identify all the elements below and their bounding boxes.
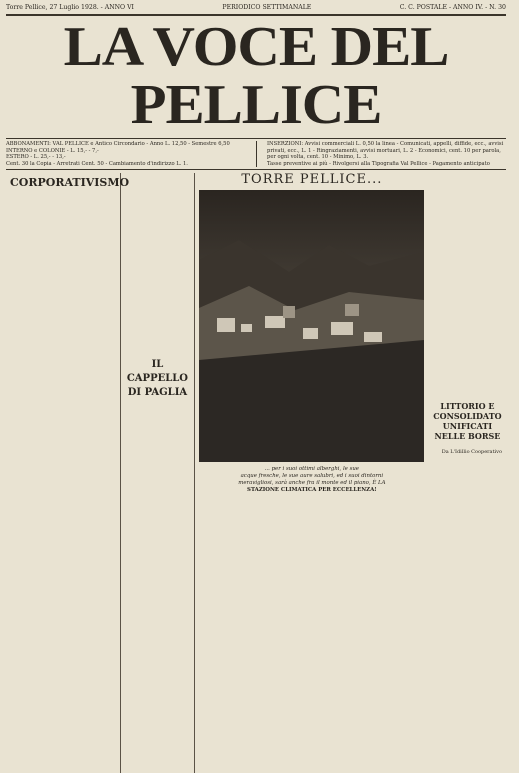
torre-pellice-photo <box>199 190 424 462</box>
subscriptions-block <box>6 141 506 167</box>
header-line <box>6 4 506 12</box>
photo-title: TORRE PELLICE... <box>241 172 383 188</box>
column-3-4 <box>195 173 429 773</box>
landscape-photo-icon <box>199 190 424 462</box>
article-columns <box>6 173 506 773</box>
caption-line: ... per i suoi ottimi alberghi, le sue <box>264 465 359 472</box>
insertions-text: INSERZIONI: Avvisi commerciali L. 0,50 la linea - Comunicati, appelli, diffide, ecc., avvisi privati, ecc., L. 1 - Ringraziamenti, avvisi mortuari, L. 2 - Economici, cent. 10 per parola, per ogni volta, cent. 10 - Minimo, L. 3. <box>267 141 504 161</box>
article-title: LITTORIO E CONSOLIDATO UNIFICATI NELLE BORSE <box>433 401 502 442</box>
subscription-line: Cent. 30 la Copia - Arretrati Cent. 50 - Cambiamento d'indirizzo L. 1. <box>6 160 188 167</box>
subscription-line: INTERNO e COLONIE - L. 15,- - 7,- <box>6 147 99 154</box>
column-5 <box>429 173 506 773</box>
article-title: IL CAPPELLO DI PAGLIA <box>126 359 188 399</box>
caption-emphasis: STAZIONE CLIMATICA PER ECCELLENZA! <box>247 486 377 493</box>
masthead-title: LA VOCE DEL PELLICE <box>63 16 449 136</box>
subscription-line: ESTERO - L. 25,- - 13,- <box>6 154 66 161</box>
photo-caption <box>195 462 429 498</box>
caption-line: acque fresche, le sue aure salubri, ed i suoi dintorni <box>240 472 384 479</box>
article-title: CORPORATIVISMO <box>10 176 130 190</box>
caption-line: meravigliosi, sarà anche fra il monte ed il piano, È LA <box>238 479 386 486</box>
column-2 <box>121 173 195 773</box>
payment-text: Tasse preventive ai più - Rivolgersi alla Tipografia Val Pellice - Pagamento anticipato <box>267 160 490 167</box>
column-1 <box>6 173 130 773</box>
signature: Da L'Idillio Cooperativo <box>441 449 502 456</box>
date-line: Torre Pellice, 27 Luglio 1928. - ANNO VI <box>6 4 134 11</box>
subscription-line: ABBONAMENTI: VAL PELLICE e Antico Circondario - Anno L. 12,50 - Semestre 6,50 <box>6 141 230 147</box>
issue-number: C. C. POSTALE - ANNO IV. - N. 30 <box>399 4 506 11</box>
periodic-label: PERIODICO SETTIMANALE <box>222 4 312 11</box>
